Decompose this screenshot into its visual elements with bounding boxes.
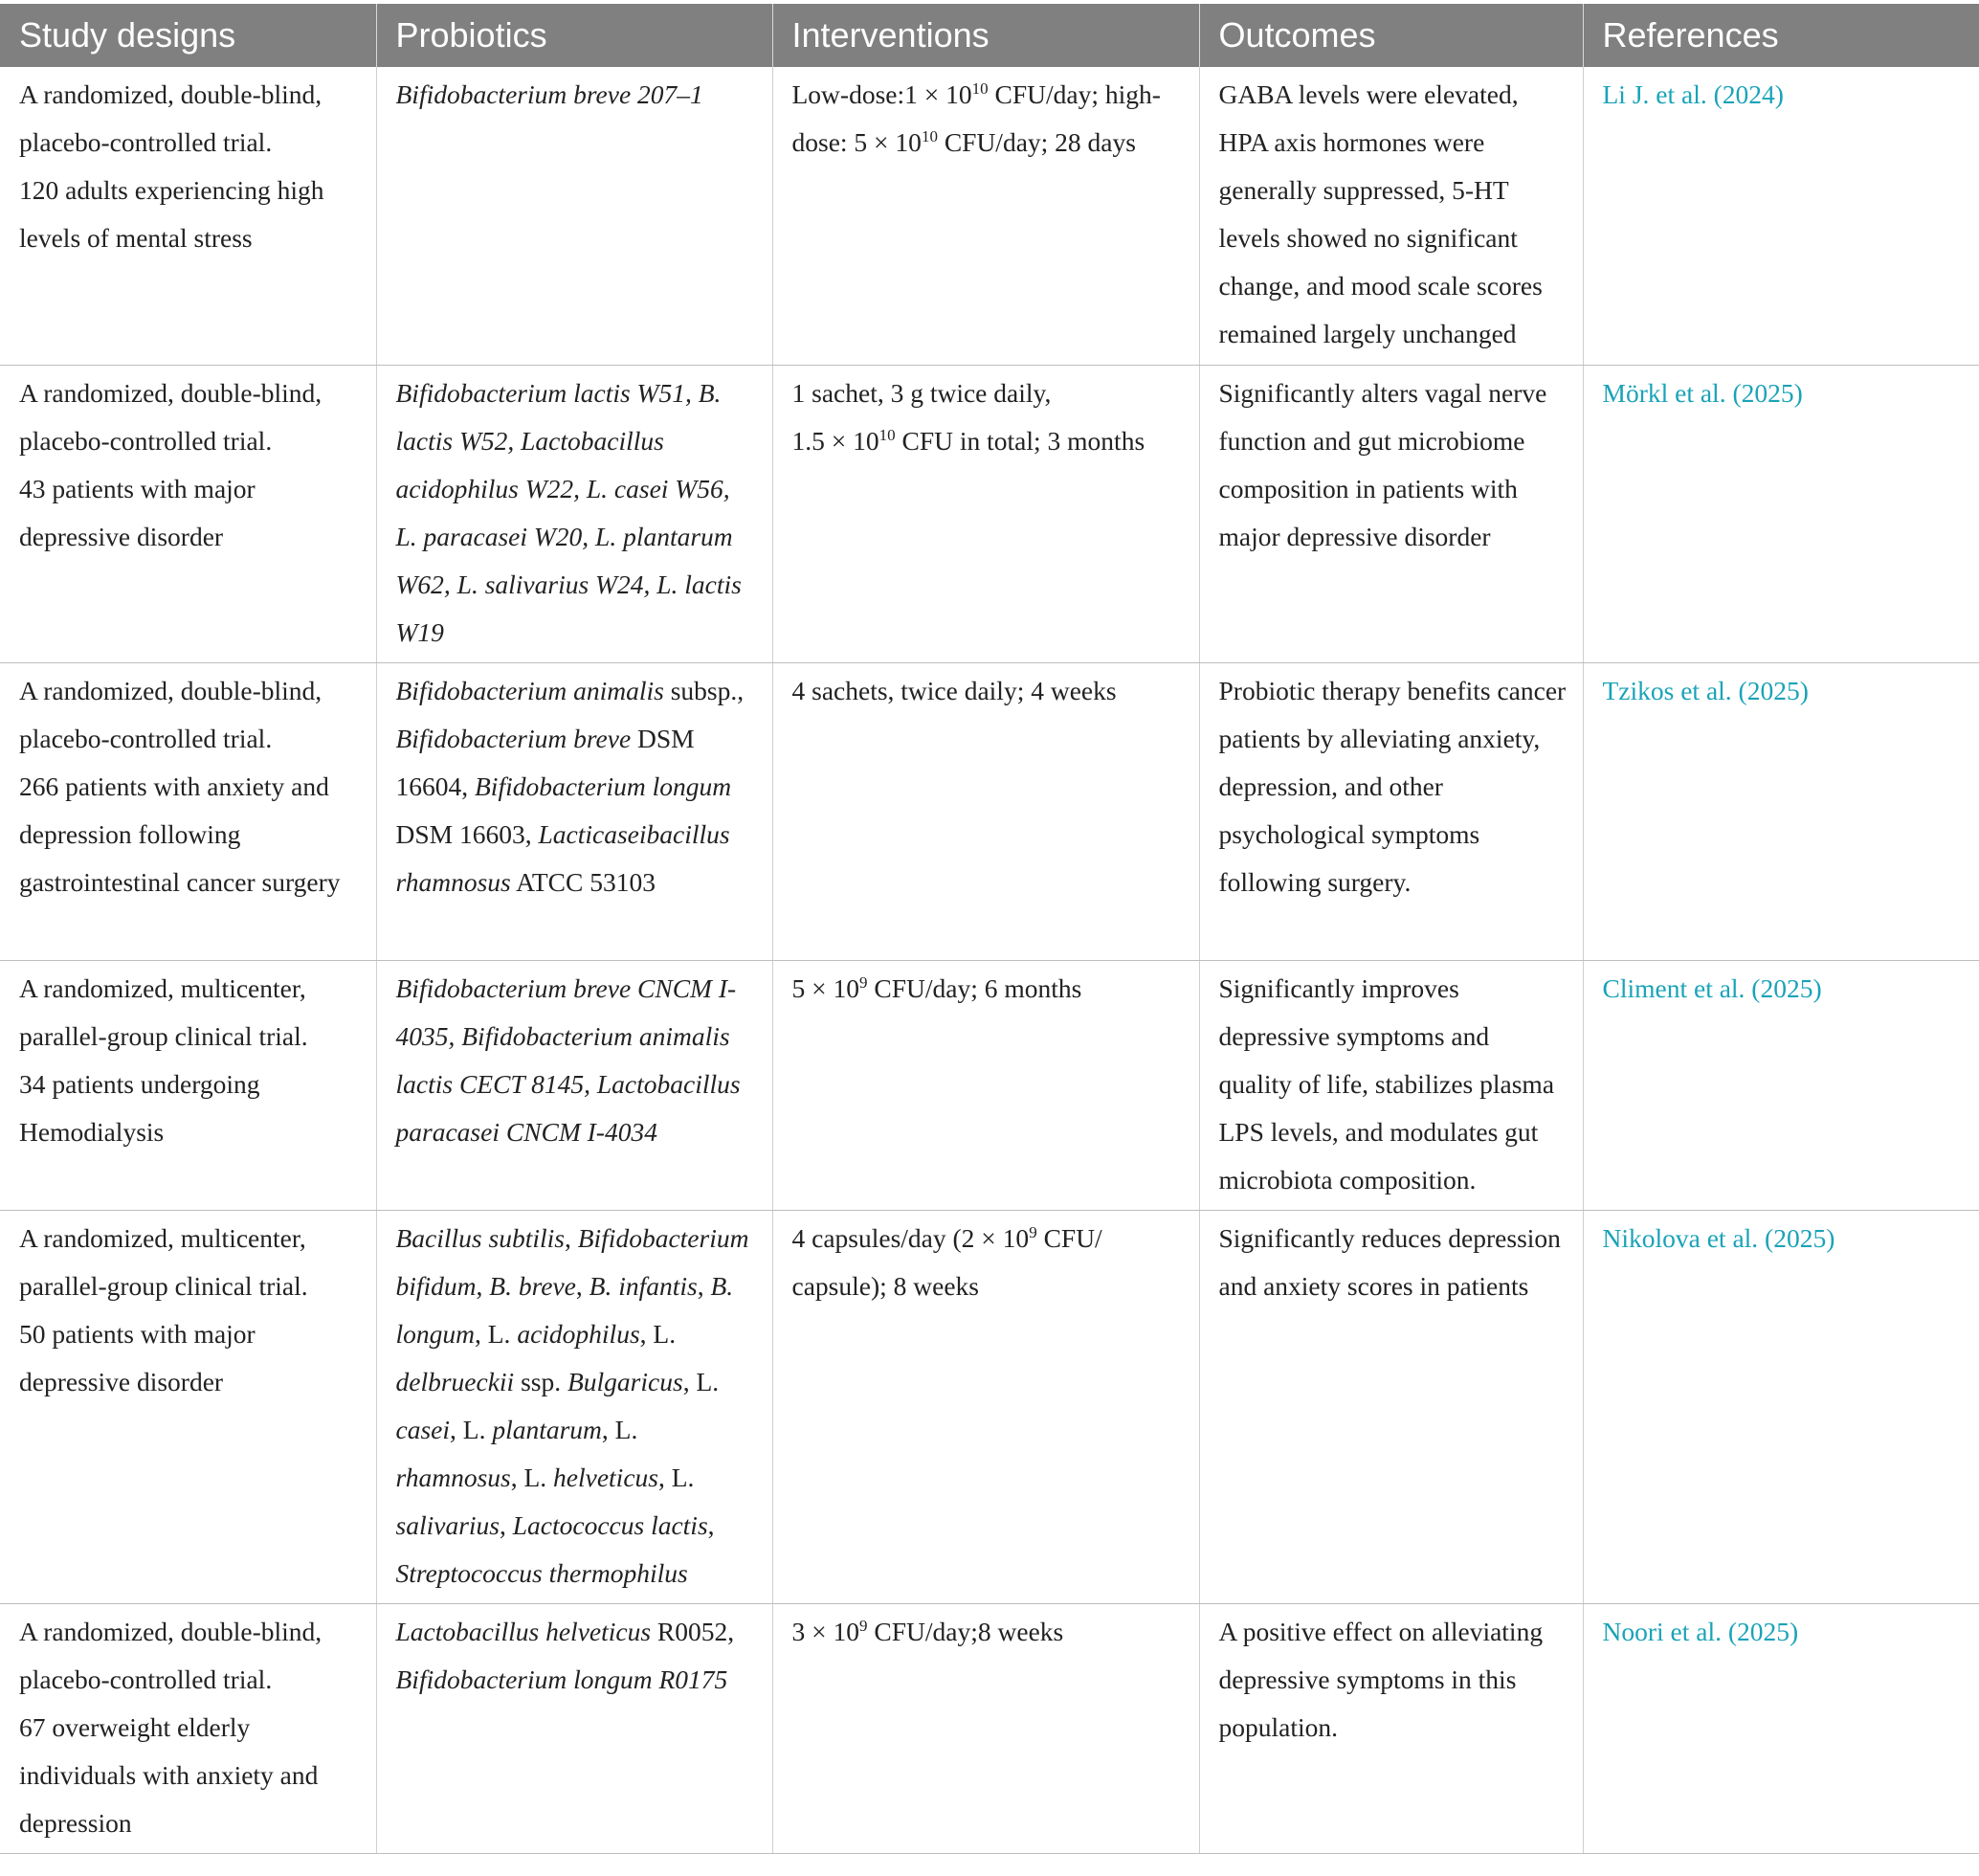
probiotic-text: ssp.: [514, 1366, 567, 1396]
study-design-line: 34 patients undergoing Hemodialysis: [19, 1068, 260, 1147]
cell-probiotics: [376, 1210, 772, 1603]
study-design-line: A randomized, double-blind, placebo-controlled trial.: [19, 675, 322, 753]
probiotic-text: ,: [476, 1270, 490, 1301]
cell-interventions: [772, 1210, 1199, 1603]
probiotic-text: Bifidobacterium longum: [475, 770, 732, 801]
probiotic-text: Bifidobacterium breve CNCM I-4035, Bifidobacterium animalis lactis CECT 8145, Lactobacillus paracasei CNCM I-4034: [395, 972, 741, 1147]
header-study-designs: Study designs: [0, 4, 376, 67]
intervention-text: CFU/day; high-dose: 5 × 10: [791, 79, 1161, 157]
cell-outcomes: A positive effect on alleviating depressive symptoms in this population.: [1199, 1603, 1583, 1853]
cell-probiotics: [376, 1603, 772, 1853]
study-design-line: 43 patients with major depressive disorder: [19, 473, 256, 551]
cell-study-design: [0, 960, 376, 1210]
cell-interventions: [772, 662, 1199, 960]
cell-reference: [1583, 67, 1979, 365]
intervention-text: 3 × 10: [791, 1616, 860, 1646]
probiotic-text: Bulgaricus: [567, 1366, 683, 1396]
probiotic-text: Bifidobacterium lactis W51, B. lactis W52, Lactobacillus acidophilus W22, L. casei W56, L. paracasei W20, L. plantarum W62, L. salivarius W24, L. lactis W19: [395, 377, 742, 647]
probiotic-text: , L.: [475, 1318, 518, 1349]
probiotic-text: ,: [707, 1509, 715, 1540]
probiotic-text: Bifidobacterium breve: [395, 723, 632, 753]
exponent: 9: [859, 1616, 868, 1635]
cell-probiotics: [376, 960, 772, 1210]
probiotic-text: acidophilus: [517, 1318, 640, 1349]
header-interventions: Interventions: [772, 4, 1199, 67]
table-row: [0, 960, 1979, 1210]
probiotic-text: ,: [499, 1509, 513, 1540]
header-outcomes: Outcomes: [1199, 4, 1583, 67]
intervention-text: 5 × 10: [791, 972, 860, 1003]
study-design-line: 50 patients with major depressive disorder: [19, 1318, 256, 1396]
probiotic-text: Bifidobacterium longum R0175: [395, 1664, 728, 1694]
reference-link[interactable]: Li J. et al. (2024): [1602, 79, 1784, 109]
intervention-text: CFU/day; 6 months: [867, 972, 1082, 1003]
probiotic-text: ,: [697, 1270, 711, 1301]
reference-link[interactable]: Climent et al. (2025): [1602, 972, 1822, 1003]
cell-outcomes: Significantly alters vagal nerve function and gut microbiome composition in patients with major depressive disorder: [1199, 365, 1583, 662]
probiotic-text: , L.: [682, 1366, 720, 1396]
cell-probiotics: [376, 662, 772, 960]
exponent: 9: [1029, 1222, 1037, 1241]
probiotics-studies-table: [0, 4, 1979, 1854]
cell-interventions: [772, 960, 1199, 1210]
table-row: [0, 662, 1979, 960]
probiotic-text: plantarum: [492, 1414, 602, 1444]
intervention-text: 4 capsules/day (2 × 10: [791, 1222, 1030, 1253]
study-design-line: 120 adults experiencing high levels of mental stress: [19, 175, 324, 253]
exponent: 10: [878, 425, 896, 444]
cell-study-design: [0, 1603, 376, 1853]
probiotic-text: DSM 16603,: [395, 818, 539, 849]
probiotic-text: helveticus: [553, 1462, 658, 1492]
probiotic-text: delbrueckii: [395, 1366, 515, 1396]
intervention-text: CFU in total; 3 months: [895, 425, 1145, 456]
probiotic-text: Bifidobacterium breve 207–1: [395, 79, 703, 109]
probiotic-text: casei: [395, 1414, 451, 1444]
probiotic-text: Bacillus subtilis: [395, 1222, 565, 1253]
probiotic-text: ,: [575, 1270, 589, 1301]
probiotic-text: ,: [564, 1222, 578, 1253]
probiotic-text: ATCC 53103: [510, 866, 656, 897]
probiotic-text: , L.: [639, 1318, 677, 1349]
header-probiotics: Probiotics: [376, 4, 772, 67]
intervention-text: CFU/day;8 weeks: [867, 1616, 1064, 1646]
probiotic-text: , L.: [657, 1462, 695, 1492]
study-design-line: 266 patients with anxiety and depression following gastrointestinal cancer surgery: [19, 770, 341, 897]
table-row: [0, 1210, 1979, 1603]
probiotic-text: Bifidobacterium animalis: [395, 675, 664, 705]
cell-study-design: [0, 365, 376, 662]
header-references: References: [1583, 4, 1979, 67]
probiotic-text: , L.: [601, 1414, 638, 1444]
exponent: 10: [971, 78, 989, 98]
cell-study-design: [0, 1210, 376, 1603]
cell-outcomes: Significantly improves depressive symptoms and quality of life, stabilizes plasma LPS levels, and modulates gut microbiota composition.: [1199, 960, 1583, 1210]
probiotic-text: Lactococcus lactis: [512, 1509, 708, 1540]
intervention-text: Low-dose:1 × 10: [791, 79, 972, 109]
probiotic-text: R0052,: [651, 1616, 735, 1646]
probiotic-text: B. breve: [489, 1270, 576, 1301]
table-row: [0, 365, 1979, 662]
cell-probiotics: [376, 365, 772, 662]
intervention-text: CFU/ capsule); 8 weeks: [791, 1222, 1102, 1301]
study-design-line: 67 overweight elderly individuals with anxiety and depression: [19, 1711, 319, 1838]
cell-study-design: [0, 67, 376, 365]
cell-interventions: [772, 67, 1199, 365]
reference-link[interactable]: Mörkl et al. (2025): [1602, 377, 1803, 408]
cell-outcomes: Probiotic therapy benefits cancer patients by alleviating anxiety, depression, and other psychological symptoms following surgery.: [1199, 662, 1583, 960]
probiotic-text: , L.: [510, 1462, 554, 1492]
cell-study-design: [0, 662, 376, 960]
header-row: [0, 4, 1979, 67]
exponent: 9: [859, 972, 868, 992]
cell-reference: [1583, 1603, 1979, 1853]
probiotic-text: Streptococcus thermophilus: [395, 1557, 688, 1588]
probiotic-text: B. infantis: [589, 1270, 698, 1301]
intervention-text: 1.5 × 10: [791, 425, 879, 456]
reference-link[interactable]: Noori et al. (2025): [1602, 1616, 1799, 1646]
cell-outcomes: GABA levels were elevated, HPA axis hormones were generally suppressed, 5-HT levels showed no significant change, and mood scale scores remained largely unchanged: [1199, 67, 1583, 365]
probiotic-text: Bifidobacterium bifidum: [395, 1222, 749, 1301]
reference-link[interactable]: Nikolova et al. (2025): [1602, 1222, 1835, 1253]
probiotic-text: DSM 16604,: [395, 723, 695, 801]
probiotic-text: B. longum: [395, 1270, 734, 1349]
probiotic-text: rhamnosus: [395, 1462, 511, 1492]
cell-interventions: [772, 365, 1199, 662]
table-row: [0, 67, 1979, 365]
study-design-line: A randomized, double-blind, placebo-controlled trial.: [19, 1616, 322, 1694]
cell-probiotics: [376, 67, 772, 365]
intervention-text: 4 sachets, twice daily; 4 weeks: [791, 675, 1117, 705]
intervention-text: CFU/day; 28 days: [937, 127, 1136, 157]
probiotic-text: salivarius: [395, 1509, 500, 1540]
cell-reference: [1583, 1210, 1979, 1603]
cell-outcomes: Significantly reduces depression and anxiety scores in patients: [1199, 1210, 1583, 1603]
study-design-line: A randomized, double-blind, placebo-controlled trial.: [19, 377, 322, 456]
study-design-line: A randomized, multicenter, parallel-group clinical trial.: [19, 1222, 308, 1301]
intervention-text: 1 sachet, 3 g twice daily,: [791, 377, 1052, 408]
cell-reference: [1583, 365, 1979, 662]
cell-reference: [1583, 662, 1979, 960]
table-row: [0, 1603, 1979, 1853]
cell-reference: [1583, 960, 1979, 1210]
probiotic-text: Lacticaseibacillus rhamnosus: [395, 818, 730, 897]
probiotic-text: subsp.,: [663, 675, 745, 705]
probiotic-text: , L.: [450, 1414, 493, 1444]
exponent: 10: [921, 126, 938, 145]
study-design-line: A randomized, double-blind, placebo-controlled trial.: [19, 79, 322, 157]
study-design-line: A randomized, multicenter, parallel-group clinical trial.: [19, 972, 308, 1051]
reference-link[interactable]: Tzikos et al. (2025): [1602, 675, 1809, 705]
cell-interventions: [772, 1603, 1199, 1853]
probiotic-text: Lactobacillus helveticus: [395, 1616, 652, 1646]
